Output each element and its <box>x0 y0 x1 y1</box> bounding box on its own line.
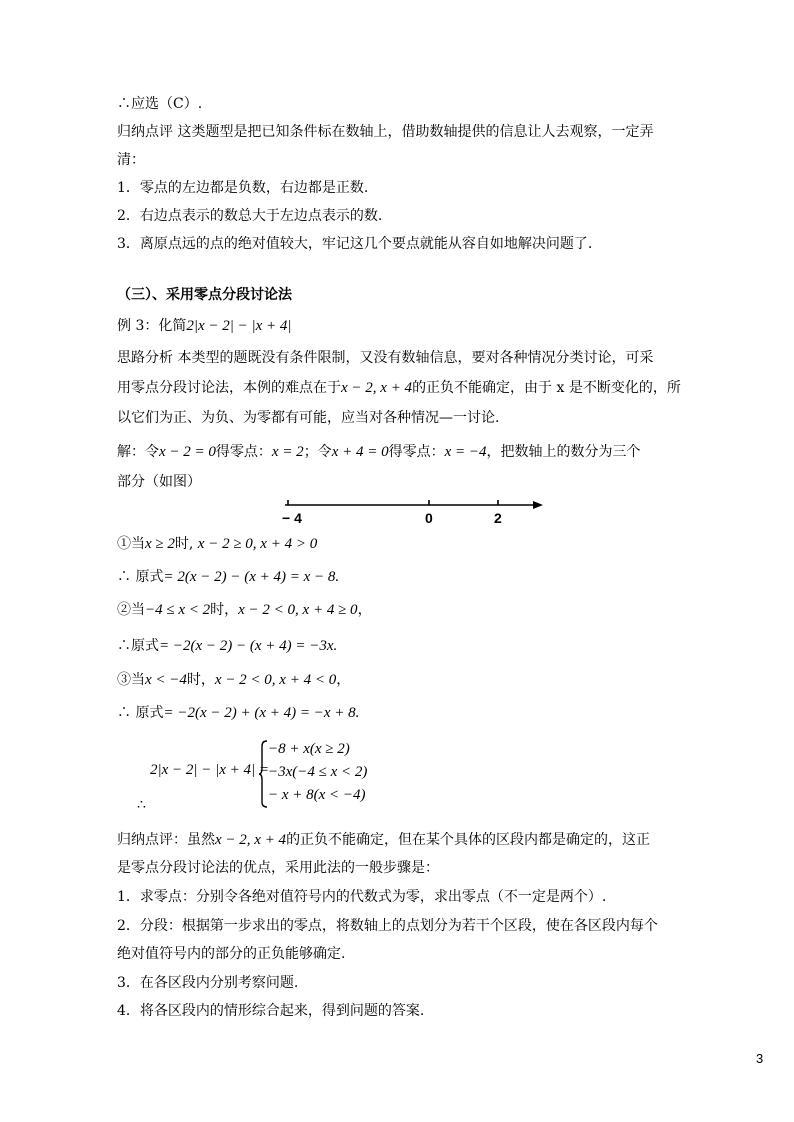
remark-math: x − 2, x + 4 <box>215 832 287 848</box>
case-math: x ≥ 2 <box>145 536 175 552</box>
remark-text: 归纳点评：虽然 <box>117 832 215 848</box>
solution-text: 解：令 <box>117 444 159 460</box>
case-math: x < −4 <box>145 672 187 688</box>
solution-line-1 <box>117 443 641 461</box>
solution-math: x + 4 = 0 <box>331 444 389 460</box>
point-1: 1．零点的左边都是负数，右边都是正数. <box>117 180 369 196</box>
step-1: 1．求零点：分别令各绝对值符号内的代数式为零，求出零点（不一定是两个）. <box>117 889 607 905</box>
analysis-line-3: 以它们为正、为负、为零都有可能，应当对各种情况—一讨论. <box>117 410 500 426</box>
label-0: 0 <box>425 510 433 526</box>
answer-line: ∴应选（C）. <box>117 96 203 112</box>
piecewise-case-2: −3x(−4 ≤ x < 2) <box>268 764 368 780</box>
analysis-math: x − 2, x + 4 <box>341 380 413 396</box>
case-math: x − 2 < 0, x + 4 ≥ 0 <box>238 602 358 618</box>
step-3: 3．在各区段内分别考察问题. <box>117 975 299 991</box>
result-label: ∴ 原式 <box>117 705 164 721</box>
remark-line-1 <box>117 831 650 849</box>
piecewise-result <box>150 738 410 808</box>
solution-math: x − 2 = 0 <box>159 444 216 460</box>
solution-text: 得零点： <box>215 444 272 460</box>
result-math: = −2(x − 2) + (x + 4) = −x + 8. <box>163 705 360 721</box>
step-4: 4．将各区段内的情形综合起来，得到问题的答案. <box>117 1003 425 1019</box>
piecewise-lhs: 2|x − 2| − |x + 4| = <box>150 762 270 778</box>
solution-line-2: 部分（如图） <box>117 474 201 490</box>
case-text: ， <box>357 602 372 618</box>
remark-line-2: 是零点分段讨论法的优点，采用此法的一般步骤是： <box>117 860 439 876</box>
solution-text: ，把数轴上的数分为三个 <box>486 444 641 460</box>
piecewise-case-3: − x + 8(x < −4) <box>268 787 366 803</box>
piecewise-case-1: −8 + x(x ≥ 2) <box>268 741 350 757</box>
case-3 <box>117 671 350 689</box>
result-label: ∴原式 <box>117 638 159 654</box>
step-2-cont: 绝对值符号内的部分的正负能够确定. <box>117 946 346 962</box>
solution-math: x = −4 <box>444 444 487 460</box>
case-1-result <box>117 568 339 586</box>
case-2-result <box>117 637 337 655</box>
case-math: x − 2 ≥ 0, x + 4 > 0 <box>197 536 318 552</box>
step-2: 2．分段：根据第一步求出的零点，将数轴上的点划分为若干个区段，使在各区段内每个 <box>117 918 658 934</box>
piecewise-cases <box>268 738 367 807</box>
case-1 <box>117 535 317 553</box>
page-number: 3 <box>756 1051 764 1066</box>
example-label: 例 3：化简 <box>117 318 187 334</box>
number-line <box>275 494 550 528</box>
summary-line: 归纳点评 这类题型是把已知条件标在数轴上，借助数轴提供的信息让人去观察，一定弄 <box>117 124 654 140</box>
summary-line-cont: 清： <box>117 152 145 168</box>
case-text: ③当 <box>117 672 145 688</box>
case-math: −4 ≤ x < 2 <box>145 602 211 618</box>
therefore-symbol: ∴ <box>137 797 146 813</box>
result-math: = 2(x − 2) − (x + 4) = x − 8. <box>163 569 340 585</box>
case-text: ①当 <box>117 536 145 552</box>
analysis-line-1: 思路分析 本类型的题既没有条件限制，又没有数轴信息，要对各种情况分类讨论，可采 <box>117 350 654 366</box>
section-heading: （三）、采用零点分段讨论法 <box>117 287 292 303</box>
case-text: 时， <box>186 672 215 688</box>
number-line-arrow-icon <box>533 501 543 509</box>
label-2: 2 <box>494 510 502 526</box>
point-2: 2．右边点表示的数总大于左边点表示的数. <box>117 208 383 224</box>
result-math: = −2(x − 2) − (x + 4) = −3x. <box>159 638 338 654</box>
solution-text: 得零点： <box>388 444 445 460</box>
example-3 <box>117 317 292 335</box>
analysis-text: 用零点分段讨论法，本例的难点在于 <box>117 380 341 396</box>
analysis-text-cont: 的正负不能确定，由于 x 是不断变化的，所 <box>412 380 681 396</box>
case-2 <box>117 601 372 619</box>
case-text: ， <box>336 672 351 688</box>
case-text: 时， <box>210 602 239 618</box>
remark-text: 的正负不能确定，但在某个具体的区段内都是确定的，这正 <box>286 832 651 848</box>
label-minus-4: − 4 <box>282 510 302 526</box>
point-3: 3．离原点远的点的绝对值较大，牢记这几个要点就能从容自如地解决问题了. <box>117 236 593 252</box>
case-math: x − 2 < 0, x + 4 < 0 <box>214 672 337 688</box>
left-brace-icon <box>258 740 268 808</box>
result-label: ∴ 原式 <box>117 569 164 585</box>
example-expression: 2|x − 2| − |x + 4| <box>186 318 292 334</box>
solution-math: x = 2 <box>271 444 304 460</box>
case-text: ②当 <box>117 602 145 618</box>
case-3-result <box>117 704 359 722</box>
solution-text: ；令 <box>303 444 332 460</box>
analysis-line-2 <box>117 379 681 397</box>
case-text: 时, <box>174 536 194 552</box>
